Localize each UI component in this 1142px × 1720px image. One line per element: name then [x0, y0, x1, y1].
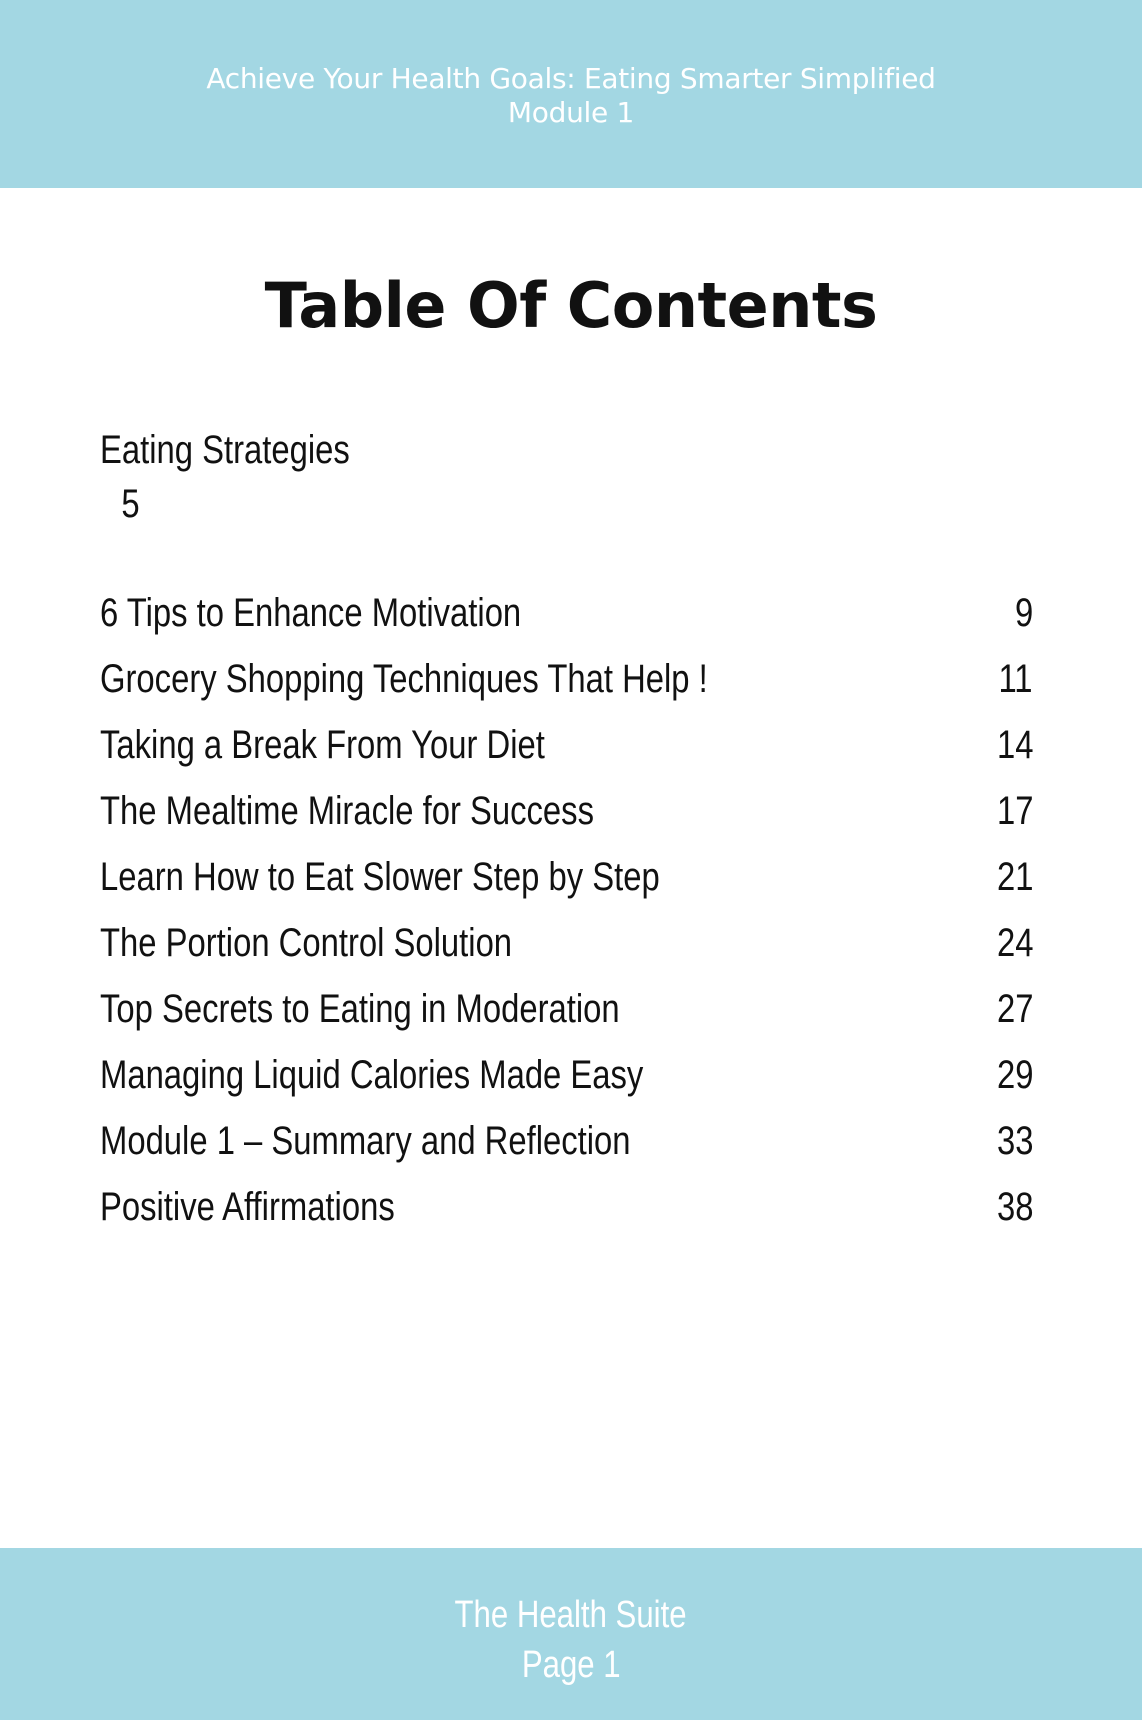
toc-entry-page: 29 [996, 1053, 1033, 1097]
toc-entry-page: 21 [996, 855, 1033, 899]
toc-entry-label: Eating Strategies [100, 428, 350, 472]
toc-entry[interactable] [100, 910, 1033, 976]
footer-page-number: Page 1 [521, 1644, 621, 1686]
header-subtitle: Module 1 [507, 96, 635, 129]
toc-entry-first[interactable] [100, 424, 350, 532]
toc-entry-label: Learn How to Eat Slower Step by Step [100, 855, 660, 899]
page-footer [0, 1548, 1142, 1720]
toc-entry-label: Positive Affirmations [100, 1185, 395, 1229]
toc-heading: Table Of Contents [264, 269, 878, 342]
toc-entry[interactable] [100, 778, 1033, 844]
toc-entry-label: Module 1 – Summary and Reflection [100, 1119, 631, 1163]
toc-entry[interactable] [100, 1042, 1033, 1108]
toc-entry-label: Grocery Shopping Techniques That Help ! [100, 657, 708, 701]
toc-entry-label: Taking a Break From Your Diet [100, 723, 545, 767]
toc-entry[interactable] [100, 976, 1033, 1042]
toc-entry-page: 33 [996, 1119, 1033, 1163]
toc-list [100, 580, 1033, 1240]
toc-entry-label: The Mealtime Miracle for Success [100, 789, 594, 833]
toc-entry-label: Managing Liquid Calories Made Easy [100, 1053, 644, 1097]
toc-entry-page: 5 [121, 482, 140, 526]
toc-entry[interactable] [100, 844, 1033, 910]
toc-entry-page: 27 [996, 987, 1033, 1031]
toc-entry-label: 6 Tips to Enhance Motivation [100, 591, 522, 635]
toc-entry-page: 11 [998, 657, 1033, 701]
toc-entry[interactable] [100, 646, 1033, 712]
toc-entry-label: Top Secrets to Eating in Moderation [100, 987, 620, 1031]
toc-entry-page: 24 [996, 921, 1033, 965]
toc-entry-page: 17 [996, 789, 1033, 833]
toc-entry-page: 14 [996, 723, 1033, 767]
toc-entry[interactable] [100, 712, 1033, 778]
toc-entry[interactable] [100, 1174, 1033, 1240]
toc-entry-page: 38 [996, 1185, 1033, 1229]
toc-entry-label: The Portion Control Solution [100, 921, 513, 965]
header-title: Achieve Your Health Goals: Eating Smarter Simplified [206, 62, 936, 95]
toc-entry[interactable] [100, 580, 1033, 646]
toc-entry[interactable] [100, 1108, 1033, 1174]
toc-entry-page: 9 [1014, 591, 1033, 635]
footer-brand: The Health Suite [454, 1594, 688, 1636]
page-header [0, 0, 1142, 188]
